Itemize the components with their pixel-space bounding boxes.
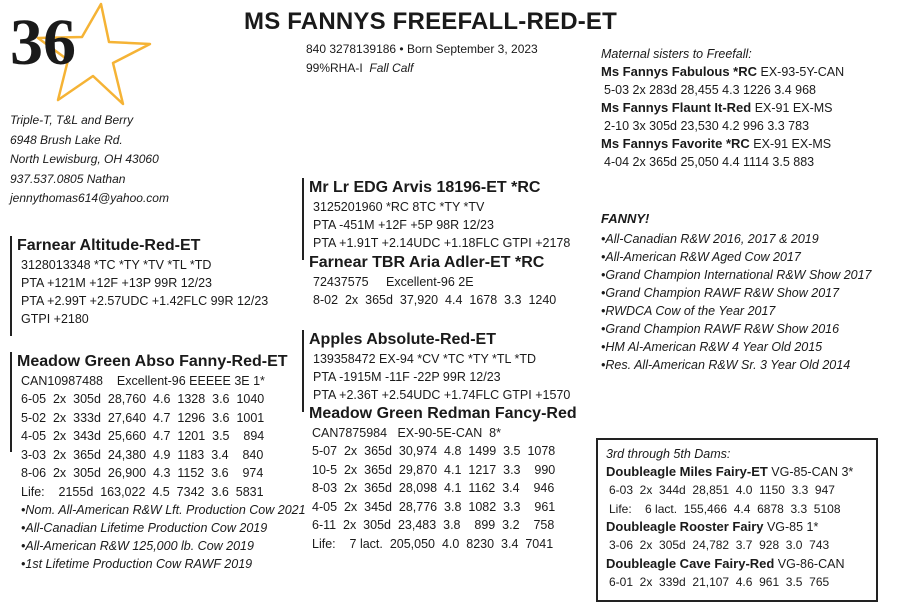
dam-honor: •All-American R&W 125,000 lb. Cow 2019 [21, 539, 254, 553]
dam-honor: •1st Lifetime Production Cow RAWF 2019 [21, 557, 253, 571]
dam-sire-name: Apples Absolute-Red-ET [309, 331, 496, 348]
consignor-line: 6948 Brush Lake Rd. [10, 132, 123, 147]
sire-sire-line: PTA -451M +12F +5P 98R 12/23 [313, 218, 494, 232]
sire-dam-line: 8-02 2x 365d 37,920 4.4 1678 3.3 1240 [313, 293, 557, 307]
sister-name-line [601, 135, 844, 153]
fanny-honor: •Grand Champion RAWF R&W Show 2016 [601, 322, 840, 336]
sister-record: 4-04 2x 365d 25,050 4.4 1114 3.5 883 [604, 155, 815, 169]
dam-ancestor-record: 6-03 2x 344d 28,851 4.0 1150 3.3 947 [609, 483, 835, 497]
subject-rha: 99%RHA-I [306, 61, 363, 75]
sister-score: EX-91 EX-MS [749, 137, 832, 151]
sister-name-line [601, 63, 844, 81]
sire-line: PTA +121M +12F +13P 99R 12/23 [21, 276, 212, 290]
dam-honor: •All-Canadian Lifetime Production Cow 2019 [21, 521, 268, 535]
dam-dam-id: CAN7875984 EX-90-5E-CAN 8* [312, 426, 501, 440]
sire-name: Farnear Altitude-Red-ET [17, 237, 201, 254]
sister-score: EX-93-5Y-CAN [757, 65, 845, 79]
consignor-email: jennythomas614@yahoo.com [10, 191, 169, 205]
sire-dam-line: 72437575 Excellent-96 2E [313, 275, 474, 289]
dam-dam-record: Life: 7 lact. 205,050 4.0 8230 3.4 7041 [312, 536, 554, 551]
fanny-honor: •RWDCA Cow of the Year 2017 [601, 304, 776, 318]
dams-box [596, 438, 878, 602]
dam-ancestor-score: VG-85-CAN 3* [767, 465, 854, 479]
dam-dam-record: 5-07 2x 365d 30,974 4.8 1499 3.5 1078 [312, 444, 556, 458]
dam-ancestor-name-line [606, 463, 876, 481]
subject-reg-line: 840 3278139186 • Born September 3, 2023 [306, 42, 538, 56]
dams-box-heading: 3rd through 5th Dams: [606, 447, 731, 461]
sire-sire-line: 3125201960 *RC 8TC *TY *TV [313, 200, 485, 214]
sister-name: Ms Fannys Flaunt It-Red [601, 100, 752, 115]
fanny-honors [601, 210, 872, 374]
dam-record: 4-05 2x 343d 25,660 4.7 1201 3.5 894 [21, 429, 265, 443]
sire-dam-block [309, 253, 556, 309]
dam-record: 3-03 2x 365d 24,380 4.9 1183 3.4 840 [21, 447, 264, 462]
sire-dam-name: Farnear TBR Aria Adler-ET *RC [309, 254, 545, 271]
fanny-honor: •Res. All-American R&W Sr. 3 Year Old 2014 [601, 358, 851, 372]
dam-honor: •Nom. All-American R&W Lft. Production Cow 2021 [21, 503, 306, 517]
dam-ancestor-name: Doubleagle Cave Fairy-Red [606, 555, 775, 571]
sire-block [10, 236, 268, 336]
dam-ancestor-name: Doubleagle Rooster Fairy [606, 519, 764, 534]
dam-name: Meadow Green Abso Fanny-Red-ET [17, 353, 288, 370]
dam-sire-line: PTA +2.36T +2.54UDC +1.74FLC GTPI +1570 [313, 388, 571, 402]
subject-rha-line [306, 59, 413, 77]
dam-dam-record: 8-03 2x 365d 28,098 4.1 1162 3.4 946 [312, 481, 555, 495]
maternal-sisters [601, 45, 844, 171]
sister-record: 5-03 2x 283d 28,455 4.3 1226 3.4 968 [604, 83, 816, 97]
dam-id: CAN10987488 Excellent-96 EEEEE 3E 1* [21, 374, 265, 388]
dam-dam-block [309, 404, 577, 553]
fanny-heading: FANNY! [601, 211, 650, 226]
sire-line: GTPI +2180 [21, 312, 89, 326]
dam-ancestor-record: 3-06 2x 305d 24,782 3.7 928 3.0 743 [609, 538, 830, 552]
consignor [10, 111, 169, 209]
consignor-line: Triple-T, T&L and Berry [10, 113, 134, 127]
dam-sire-line: PTA -1915M -11F -22P 99R 12/23 [313, 370, 501, 384]
sister-name-line [601, 99, 844, 117]
sire-line: 3128013348 *TC *TY *TV *TL *TD [21, 258, 212, 272]
dam-ancestor-record: Life: 6 lact. 155,466 4.4 6878 3.3 5108 [609, 501, 841, 516]
dam-record: 8-06 2x 305d 26,900 4.3 1152 3.6 974 [21, 466, 264, 480]
sister-name: Ms Fannys Fabulous *RC [601, 64, 758, 79]
dam-record: 6-05 2x 305d 28,760 4.6 1328 3.6 1040 [21, 392, 265, 406]
dam-record: 5-02 2x 333d 27,640 4.7 1296 3.6 1001 [21, 410, 265, 425]
consignor-line: 937.537.0805 Nathan [10, 171, 126, 186]
dam-sire-line: 139358472 EX-94 *CV *TC *TY *TL *TD [313, 352, 537, 366]
fanny-honor: •All-Canadian R&W 2016, 2017 & 2019 [601, 232, 819, 246]
fanny-honor: •All-American R&W Aged Cow 2017 [601, 250, 801, 264]
dam-record: Life: 2155d 163,022 4.5 7342 3.6 5831 [21, 484, 264, 499]
maternal-sisters-heading: Maternal sisters to Freefall: [601, 47, 752, 61]
dam-ancestor-record: 6-01 2x 339d 21,107 4.6 961 3.5 765 [609, 574, 830, 589]
dam-ancestor-name-line [606, 555, 876, 573]
sire-sire-line: PTA +1.91T +2.14UDC +1.18FLC GTPI +2178 [313, 236, 571, 250]
lot-number: 36 [10, 6, 76, 79]
dam-dam-record: 6-11 2x 305d 23,483 3.8 899 3.2 758 [312, 518, 555, 532]
dam-sire-block [302, 330, 570, 412]
page-title: MS FANNYS FREEFALL-RED-ET [244, 8, 618, 35]
sister-record: 2-10 3x 305d 23,530 4.2 996 3.3 783 [604, 119, 810, 133]
dam-ancestor-score: VG-86-CAN [774, 556, 845, 571]
fanny-honor: •Grand Champion RAWF R&W Show 2017 [601, 286, 840, 300]
dam-dam-name: Meadow Green Redman Fancy-Red [309, 405, 577, 422]
sister-score: EX-91 EX-MS [751, 101, 833, 115]
sire-sire-block [302, 178, 570, 260]
sire-line: PTA +2.99T +2.57UDC +1.42FLC 99R 12/23 [21, 294, 269, 308]
dam-ancestor-score: VG-85 1* [763, 520, 819, 534]
sister-name: Ms Fannys Favorite *RC [601, 136, 750, 151]
subject-calf: Fall Calf [369, 61, 414, 75]
dam-dam-record: 10-5 2x 365d 29,870 4.1 1217 3.3 990 [312, 462, 556, 477]
dam-dam-record: 4-05 2x 345d 28,776 3.8 1082 3.3 961 [312, 499, 556, 514]
fanny-honor: •Grand Champion International R&W Show 2017 [601, 268, 872, 282]
dam-ancestor-name: Doubleagle Miles Fairy-ET [606, 464, 768, 479]
consignor-line: North Lewisburg, OH 43060 [10, 152, 159, 166]
dam-block [10, 352, 306, 571]
fanny-honor: •HM Al-American R&W 4 Year Old 2015 [601, 340, 823, 354]
sire-sire-name: Mr Lr EDG Arvis 18196-ET *RC [309, 179, 541, 196]
dam-ancestor-name-line [606, 518, 876, 536]
